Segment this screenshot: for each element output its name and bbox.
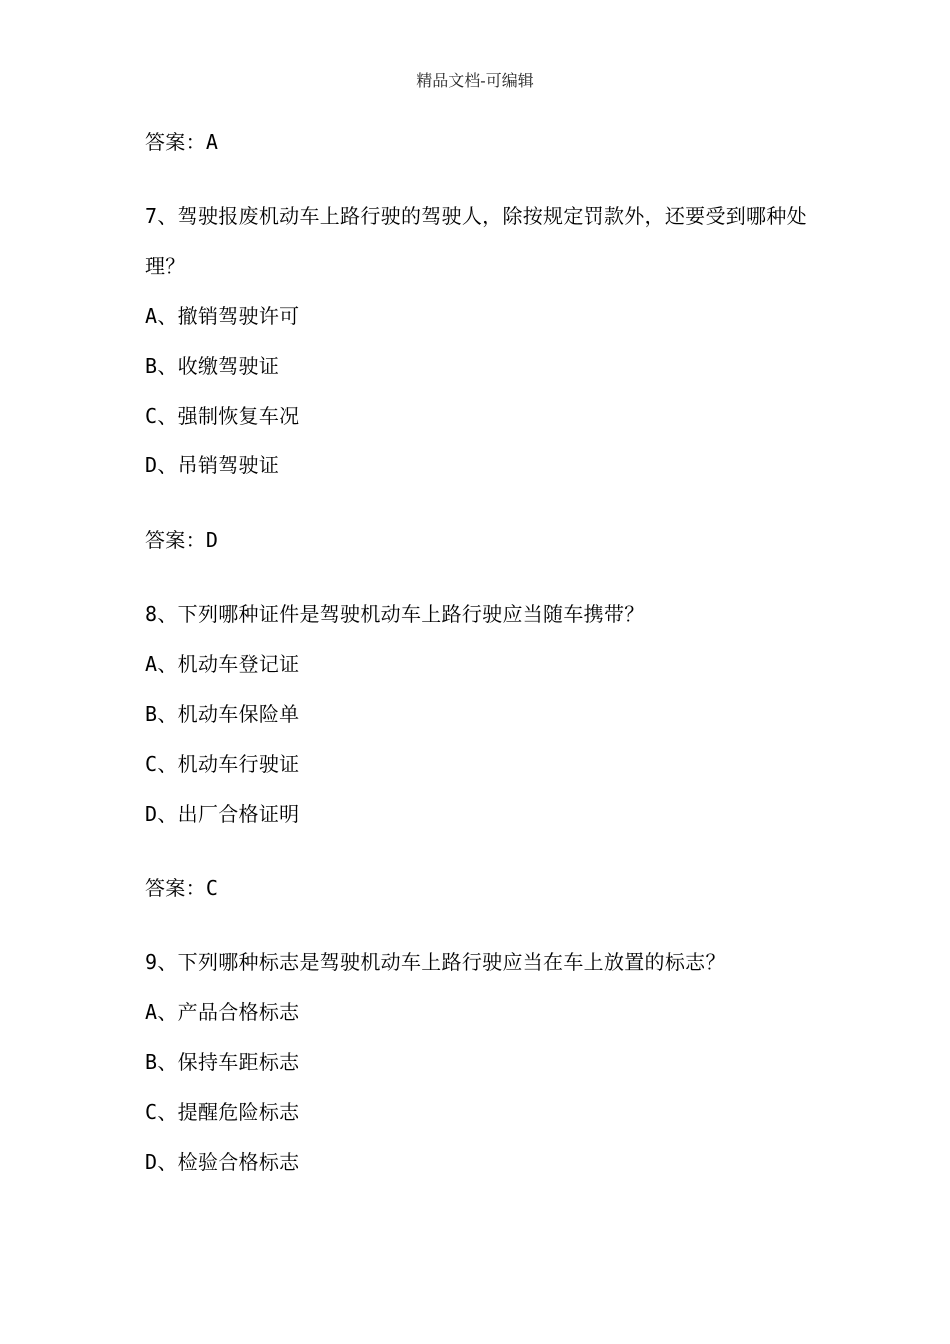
question-8-option-c: C、机动车行驶证 — [145, 752, 300, 776]
question-7-option-a: A、撤销驾驶许可 — [145, 304, 300, 328]
question-9-option-a: A、产品合格标志 — [145, 1000, 300, 1024]
question-8-option-b: B、机动车保险单 — [145, 702, 300, 726]
question-8-line1: 8、下列哪种证件是驾驶机动车上路行驶应当随车携带？ — [145, 602, 645, 626]
question-9-option-c: C、提醒危险标志 — [145, 1100, 300, 1124]
question-7-option-d: D、吊销驾驶证 — [145, 453, 280, 477]
question-9-option-b: B、保持车距标志 — [145, 1050, 300, 1074]
question-7-answer: 答案：D — [145, 528, 219, 552]
question-7-option-b: B、收缴驾驶证 — [145, 354, 280, 378]
question-7-option-c: C、强制恢复车况 — [145, 404, 300, 428]
question-9-line1: 9、下列哪种标志是驾驶机动车上路行驶应当在车上放置的标志？ — [145, 950, 726, 974]
page-header: 精品文档-可编辑 — [416, 71, 534, 90]
question-9-option-d: D、检验合格标志 — [145, 1150, 300, 1174]
question-7-line1: 7、驾驶报废机动车上路行驶的驾驶人，除按规定罚款外，还要受到哪种处 — [145, 204, 807, 228]
question-7-line2: 理？ — [145, 254, 186, 278]
question-8-option-a: A、机动车登记证 — [145, 652, 300, 676]
answer-prev: 答案：A — [145, 130, 219, 154]
question-8-option-d: D、出厂合格证明 — [145, 802, 300, 826]
question-8-answer: 答案：C — [145, 876, 219, 900]
